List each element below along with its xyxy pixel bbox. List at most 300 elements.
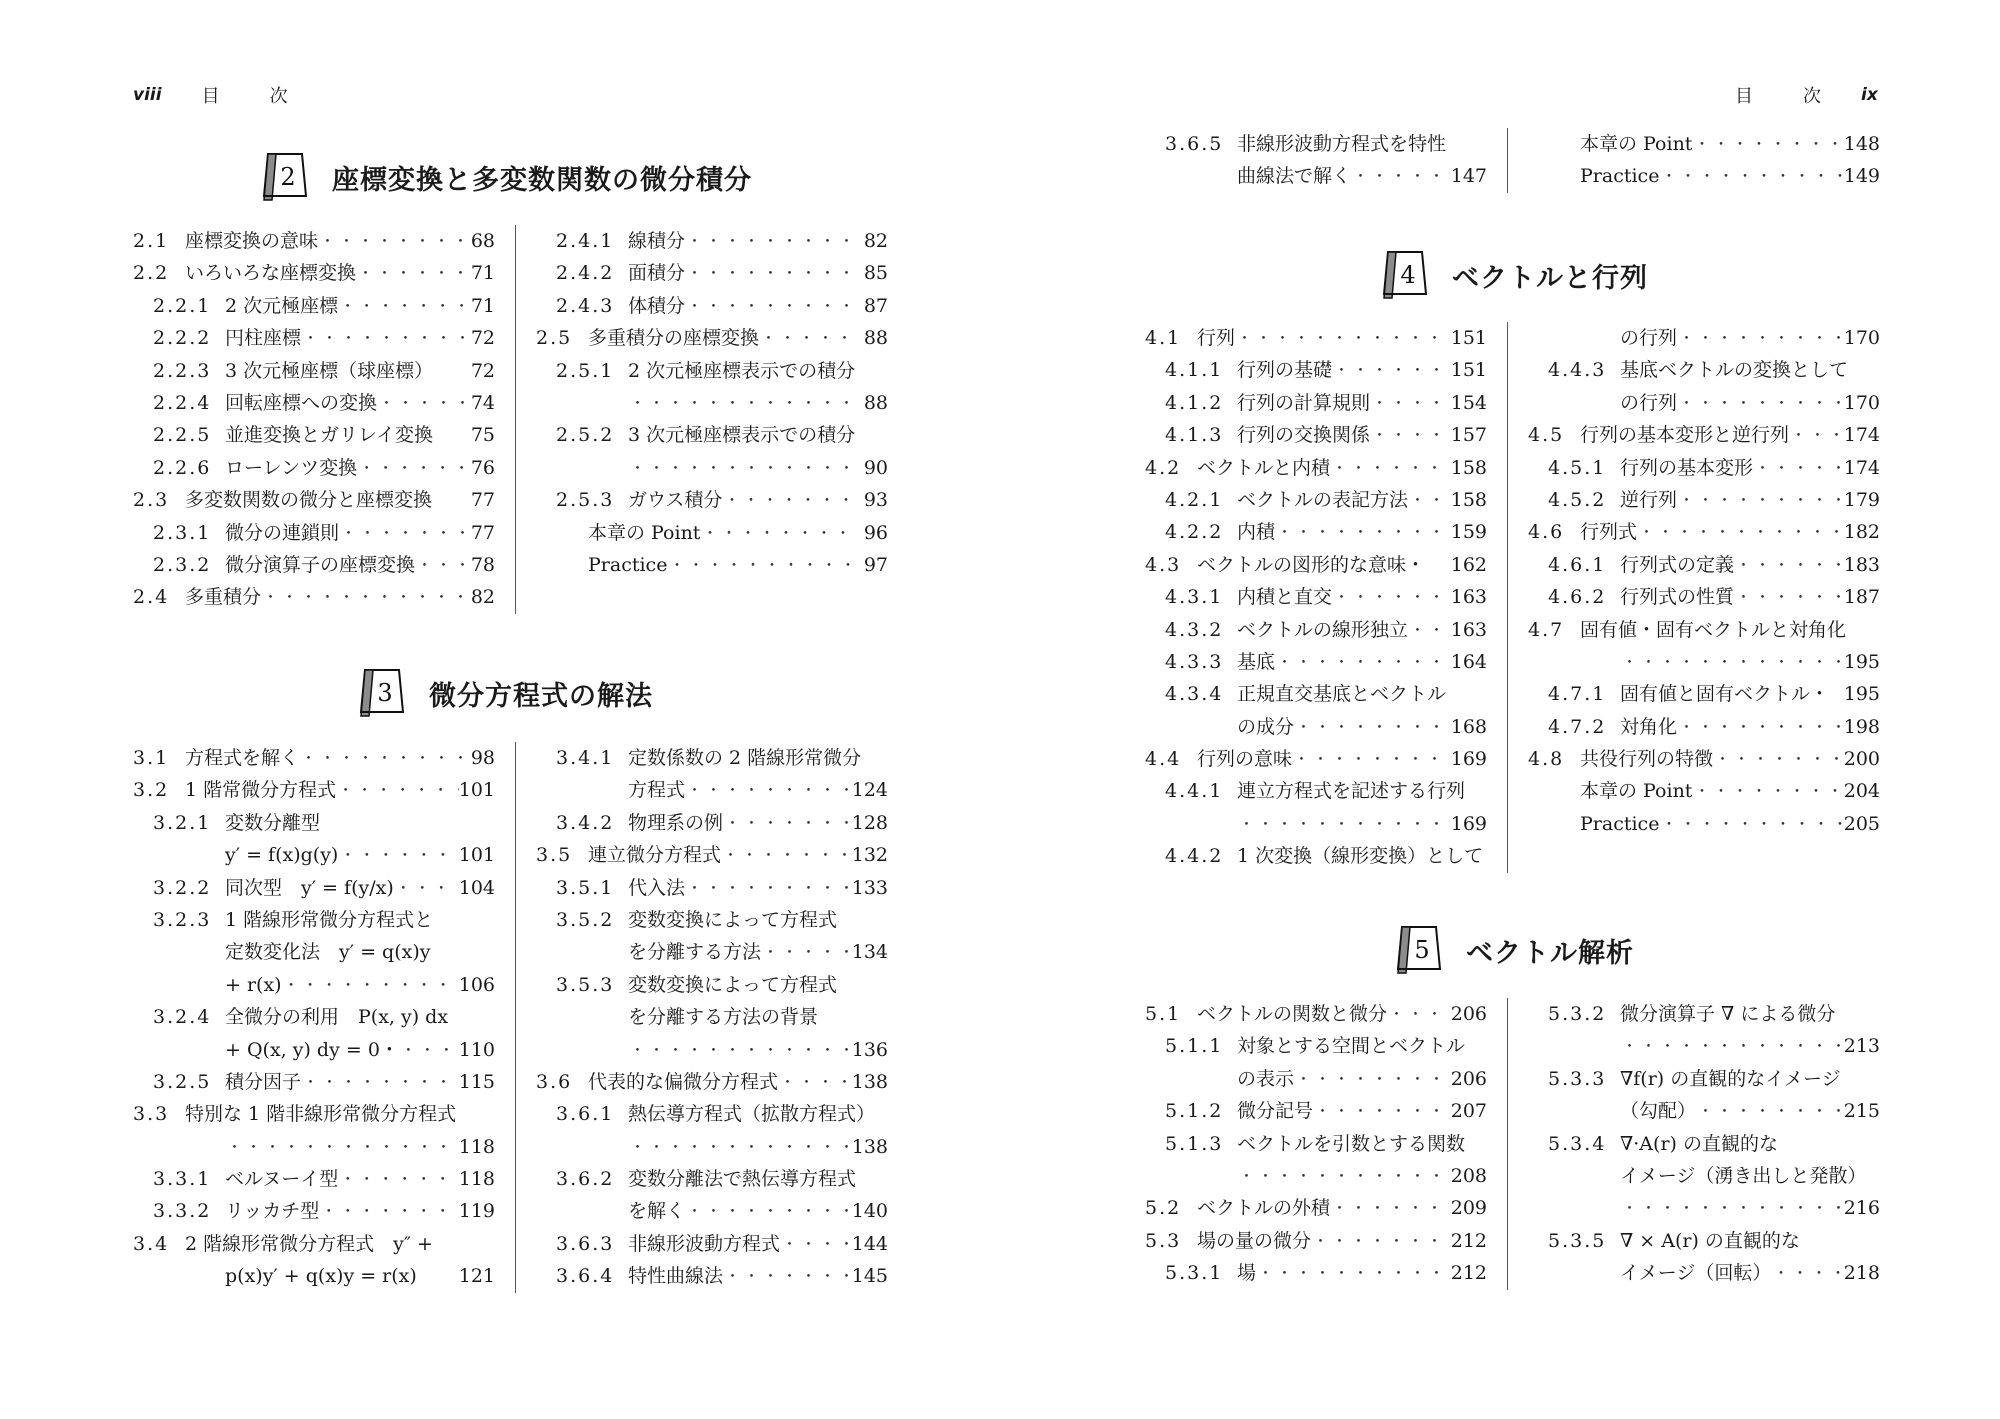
- section-number: 2.4: [133, 586, 170, 609]
- page-number-ref: 215: [1843, 1100, 1880, 1123]
- section-number: 3.6.4: [556, 1265, 615, 1288]
- section-title: 行列の交換関係: [1237, 424, 1371, 447]
- page-number-ref: 212: [1450, 1262, 1487, 1285]
- leader-dots: [685, 257, 860, 289]
- toc-entry[interactable]: [1145, 1030, 1487, 1062]
- toc-entry[interactable]: [536, 355, 888, 387]
- leader-dots: [399, 1034, 459, 1066]
- page-number-ref: 163: [1450, 586, 1487, 609]
- toc-entry[interactable]: [1145, 1128, 1487, 1160]
- toc-entry-continuation[interactable]: [1145, 808, 1487, 840]
- section-title: 2 階線形常微分方程式 y″ +: [185, 1232, 433, 1255]
- toc-entry[interactable]: [133, 581, 495, 613]
- section-number: 3.5.1: [556, 876, 615, 899]
- page-number-ref: [1459, 128, 1487, 160]
- toc-entry[interactable]: [1145, 581, 1487, 613]
- page-number-ref: 147: [1450, 165, 1487, 188]
- page-number-ref: 200: [1843, 748, 1880, 771]
- toc-entry[interactable]: [1528, 711, 1880, 743]
- toc-entry[interactable]: [133, 355, 495, 387]
- toc-entry[interactable]: [536, 742, 888, 774]
- toc-entry-continuation[interactable]: [1528, 387, 1880, 419]
- page-number-ref: 208: [1450, 1164, 1487, 1187]
- toc-entry[interactable]: [1145, 1095, 1487, 1127]
- page-number-ref: 151: [1450, 359, 1487, 382]
- page-number-ref: [1852, 354, 1880, 386]
- toc-entry[interactable]: [1145, 1257, 1487, 1289]
- leader-dots: [338, 839, 458, 871]
- page-number-ref: 195: [1843, 683, 1880, 706]
- page-number-ref: 110: [458, 1038, 495, 1061]
- section-title: ∇ × A(r) の直観的な: [1620, 1229, 1800, 1252]
- toc-entry-continuation[interactable]: [536, 936, 888, 968]
- leader-dots: [1351, 160, 1451, 192]
- toc-entry-continuation[interactable]: [1145, 1160, 1487, 1192]
- section-title: 1 次変換（線形変換）として: [1237, 845, 1484, 868]
- running-head-title-a: 目: [201, 86, 220, 107]
- section-number: 4.1: [1145, 327, 1182, 349]
- section-number: 2.2.3: [153, 359, 212, 382]
- toc-entry[interactable]: [1528, 354, 1880, 386]
- toc-entry-continuation[interactable]: [1145, 1063, 1487, 1095]
- toc-entry[interactable]: [1528, 1225, 1880, 1257]
- page-number-ref: [467, 1098, 495, 1130]
- leader-dots: [1237, 1160, 1451, 1192]
- toc-entry[interactable]: [1145, 678, 1487, 710]
- page-number-ref: 106: [458, 973, 495, 996]
- toc-entry[interactable]: [536, 290, 888, 322]
- chapter-number: 5: [1414, 936, 1430, 964]
- toc-entry[interactable]: [1528, 516, 1880, 548]
- leader-dots: [778, 1066, 852, 1098]
- toc-entry[interactable]: [133, 1098, 495, 1130]
- section-number: 3.2.3: [153, 908, 212, 931]
- section-title: 代入法: [628, 876, 686, 899]
- page-number-ref: 169: [1450, 812, 1487, 835]
- section-number: 5.3.4: [1548, 1132, 1607, 1155]
- section-title: [1528, 1030, 1620, 1062]
- toc-entry-continuation[interactable]: [536, 774, 888, 806]
- toc-entry-continuation[interactable]: [133, 1260, 495, 1292]
- toc-entry[interactable]: [1145, 387, 1487, 419]
- toc-entry[interactable]: [133, 419, 495, 451]
- section-number: 3.2.5: [153, 1070, 212, 1093]
- leader-dots: [282, 969, 459, 1001]
- toc-entry[interactable]: [536, 904, 888, 936]
- leader-dots: [1370, 419, 1451, 451]
- section-number: 2.4.2: [556, 262, 615, 285]
- section-number: 4.5: [1528, 424, 1565, 447]
- toc-entry-continuation[interactable]: [133, 1034, 495, 1066]
- toc-entry[interactable]: [1528, 128, 1880, 160]
- section-number: 4.2.1: [1165, 488, 1224, 511]
- toc-entry[interactable]: [536, 517, 888, 549]
- section-title: 対角化: [1620, 715, 1678, 738]
- toc-entry-continuation[interactable]: [536, 452, 888, 484]
- leader-dots: [1330, 1192, 1451, 1224]
- toc-entry[interactable]: [133, 807, 495, 839]
- toc-entry[interactable]: [536, 1228, 888, 1260]
- section-title: を分離する方法の背景: [628, 1006, 819, 1029]
- page-number-ref: 124: [851, 779, 888, 802]
- page-number-ref: 118: [458, 1135, 495, 1158]
- toc-entry[interactable]: [133, 872, 495, 904]
- toc-entry[interactable]: [133, 452, 495, 484]
- toc-entry[interactable]: [536, 322, 888, 354]
- toc-entry[interactable]: [1528, 581, 1880, 613]
- toc-entry[interactable]: [133, 774, 495, 806]
- section-number: 3.5.2: [556, 908, 615, 931]
- chapter-3-heading: [355, 668, 653, 718]
- page-number-ref: 154: [1450, 391, 1487, 414]
- toc-entry[interactable]: [1145, 452, 1487, 484]
- toc-entry[interactable]: [133, 387, 495, 419]
- toc-entry[interactable]: [133, 1195, 495, 1227]
- page-number-ref: 187: [1843, 586, 1880, 609]
- toc-entry[interactable]: [1528, 808, 1880, 840]
- toc-entry[interactable]: [1145, 1225, 1487, 1257]
- leader-dots: [628, 1131, 852, 1163]
- section-number: [1528, 775, 1580, 807]
- toc-entry[interactable]: [1528, 1063, 1880, 1095]
- toc-entry[interactable]: [1528, 549, 1880, 581]
- section-number: 2.4.3: [556, 294, 615, 317]
- section-title: 代表的な偏微分方程式: [588, 1070, 779, 1093]
- toc-entry-continuation[interactable]: [1528, 322, 1880, 354]
- section-title: 3 次元極座標表示での積分: [628, 424, 856, 447]
- page-number-ref: 209: [1450, 1197, 1487, 1220]
- section-number: 3.6.3: [556, 1232, 615, 1255]
- section-title: ガウス積分: [628, 489, 723, 512]
- toc-entry[interactable]: [133, 1066, 495, 1098]
- toc-entry[interactable]: [1528, 743, 1880, 775]
- section-number: [536, 517, 588, 549]
- leader-dots: [1332, 354, 1451, 386]
- page-number-ref: 205: [1843, 812, 1880, 835]
- toc-entry-continuation[interactable]: [1145, 711, 1487, 743]
- section-title: 変数分離型: [225, 811, 321, 834]
- page-number-ref: 145: [851, 1265, 888, 1288]
- toc-entry[interactable]: [133, 517, 495, 549]
- section-title: 面積分: [628, 262, 686, 285]
- section-title: 多重積分の座標変換: [588, 327, 760, 350]
- toc-entry[interactable]: [133, 484, 495, 516]
- page-number-ref: 77: [470, 489, 495, 512]
- section-number: 3.2.4: [153, 1006, 212, 1029]
- chapter-4-toc: [1145, 322, 1880, 873]
- toc-entry[interactable]: [1528, 614, 1880, 646]
- page-number-ref: 72: [470, 359, 495, 382]
- section-title: ∇f(r) の直観的なイメージ: [1620, 1067, 1841, 1090]
- toc-entry-continuation[interactable]: [1145, 160, 1487, 192]
- page-number-ref: 78: [470, 553, 495, 576]
- section-title: いろいろな座標変換: [185, 262, 357, 285]
- leader-dots: [685, 290, 860, 322]
- page-number-ref: [1866, 1160, 1894, 1192]
- toc-entry-continuation[interactable]: [133, 969, 495, 1001]
- toc-entry-continuation[interactable]: [1528, 1257, 1880, 1289]
- section-number: 3.4.2: [556, 811, 615, 834]
- section-title: を解く: [628, 1200, 686, 1223]
- page-number-ref: 151: [1450, 327, 1487, 349]
- leader-dots: [1620, 1192, 1844, 1224]
- page-number-ref: 162: [1450, 553, 1487, 576]
- leader-dots: [1692, 775, 1843, 807]
- toc-entry[interactable]: [133, 904, 495, 936]
- section-number: 2.1: [133, 230, 170, 252]
- toc-entry[interactable]: [1145, 322, 1487, 354]
- toc-entry[interactable]: [133, 742, 495, 774]
- page-number-ref: 174: [1843, 424, 1880, 447]
- section-title: [133, 1131, 225, 1163]
- toc-entry[interactable]: [536, 872, 888, 904]
- toc-entry[interactable]: [1145, 484, 1487, 516]
- section-number: 3.3.2: [153, 1200, 212, 1223]
- section-title: 固有値と固有ベクトル・: [1620, 683, 1830, 706]
- toc-entry[interactable]: [536, 1066, 888, 1098]
- toc-entry[interactable]: [133, 290, 495, 322]
- section-number: 3.4.1: [556, 747, 615, 769]
- toc-entry[interactable]: [1145, 775, 1487, 807]
- toc-entry-continuation[interactable]: [536, 1001, 888, 1033]
- toc-entry[interactable]: [536, 807, 888, 839]
- section-number: 3.5: [536, 844, 573, 867]
- page-number-ref: 77: [470, 521, 495, 544]
- chapter-2-heading: [258, 152, 752, 202]
- section-title: ローレンツ変換: [225, 456, 358, 479]
- toc-entry[interactable]: [536, 484, 888, 516]
- section-title: 基底: [1237, 650, 1276, 673]
- page-number-ref: 88: [863, 327, 888, 350]
- section-title: 行列の基本変形と逆行列: [1580, 424, 1790, 447]
- section-title: リッカチ型: [225, 1200, 320, 1223]
- toc-entry-continuation[interactable]: [1528, 646, 1880, 678]
- leader-dots: [299, 742, 467, 774]
- section-title: 微分演算子 ∇ による微分: [1620, 1003, 1836, 1025]
- toc-entry[interactable]: [1528, 484, 1880, 516]
- section-title: Practice: [1580, 165, 1660, 188]
- toc-entry[interactable]: [1528, 998, 1880, 1030]
- section-number: 4.3.4: [1165, 683, 1224, 706]
- toc-entry[interactable]: [536, 419, 888, 451]
- toc-entry[interactable]: [1145, 128, 1487, 160]
- section-title: ベクトルを引数とする関数: [1237, 1132, 1466, 1155]
- section-number: 2.2.2: [153, 327, 212, 350]
- page-number-ref: 75: [470, 424, 495, 447]
- section-number: [536, 549, 588, 581]
- page-number-ref: 140: [851, 1200, 888, 1223]
- page-number-ref: 138: [851, 1135, 888, 1158]
- toc-entry[interactable]: [536, 839, 888, 871]
- toc-entry[interactable]: [133, 1228, 495, 1260]
- section-number: 5.3.3: [1548, 1067, 1607, 1090]
- section-title: 共役行列の特徴: [1580, 748, 1714, 771]
- toc-entry-continuation[interactable]: [536, 1131, 888, 1163]
- page-number-ref: 159: [1450, 521, 1487, 544]
- chapter-5-toc: [1145, 998, 1880, 1290]
- page-number-ref: 168: [1450, 715, 1487, 738]
- toc-entry[interactable]: [1145, 1192, 1487, 1224]
- toc-entry[interactable]: [536, 1098, 888, 1130]
- page-number-ref: [1465, 1128, 1493, 1160]
- section-title: 行列式の性質: [1620, 586, 1735, 609]
- leader-dots: [1408, 484, 1451, 516]
- toc-entry-continuation[interactable]: [536, 1195, 888, 1227]
- toc-entry[interactable]: [133, 257, 495, 289]
- section-number: 2.3.2: [153, 553, 212, 576]
- section-number: 4.6: [1528, 521, 1565, 544]
- toc-entry[interactable]: [536, 225, 888, 257]
- leader-dots: [759, 322, 860, 354]
- toc-entry[interactable]: [1528, 1128, 1880, 1160]
- toc-entry[interactable]: [133, 1001, 495, 1033]
- toc-entry-continuation[interactable]: [1528, 1030, 1880, 1062]
- section-title: 非線形波動方程式を特性: [1237, 133, 1447, 155]
- page-number-ref: [1852, 1128, 1880, 1160]
- section-title: 多重積分: [185, 586, 262, 609]
- section-title: ベクトルと内積: [1197, 456, 1331, 479]
- leader-dots: [628, 1034, 852, 1066]
- chapter-number: 2: [280, 163, 296, 191]
- toc-entry[interactable]: [1145, 419, 1487, 451]
- page-number-ref: 68: [470, 230, 495, 252]
- toc-entry-continuation[interactable]: [133, 839, 495, 871]
- page-number-ref: [860, 355, 888, 387]
- page-number-ref: [467, 936, 495, 968]
- toc-entry[interactable]: [1145, 646, 1487, 678]
- section-number: 4.2.2: [1165, 521, 1224, 544]
- leader-dots: [1294, 1063, 1451, 1095]
- page-number-ref: 72: [470, 327, 495, 350]
- toc-column-left: [1145, 128, 1508, 193]
- toc-entry[interactable]: [536, 1260, 888, 1292]
- section-number: 5.3.1: [1165, 1262, 1224, 1285]
- toc-entry[interactable]: [133, 1163, 495, 1195]
- leader-dots: [721, 839, 852, 871]
- chapter-number: 4: [1400, 261, 1416, 289]
- page-number-ref: 216: [1843, 1197, 1880, 1220]
- leader-dots: [1370, 387, 1451, 419]
- page-number-ref: [861, 742, 889, 774]
- page-number-ref: 87: [863, 294, 888, 317]
- section-number: 3.2.1: [153, 811, 212, 834]
- toc-entry[interactable]: [1145, 614, 1487, 646]
- leader-dots: [685, 872, 852, 904]
- toc-entry[interactable]: [1145, 549, 1487, 581]
- leader-dots: [1677, 387, 1844, 419]
- toc-entry-continuation[interactable]: [1528, 1095, 1880, 1127]
- toc-entry-continuation[interactable]: [1528, 1160, 1880, 1192]
- leader-dots: [1677, 711, 1844, 743]
- toc-entry[interactable]: [133, 322, 495, 354]
- toc-column-right: [1508, 128, 1880, 193]
- toc-entry[interactable]: [1145, 516, 1487, 548]
- leader-dots: [1237, 808, 1451, 840]
- toc-entry[interactable]: [1145, 840, 1487, 872]
- section-title: ベクトルの線形独立: [1237, 618, 1409, 641]
- leader-dots: [394, 872, 459, 904]
- page-number-ref: 183: [1843, 553, 1880, 576]
- leader-dots: [1332, 581, 1451, 613]
- section-number: 2.5: [536, 327, 573, 350]
- section-number: 3.1: [133, 747, 170, 769]
- leader-dots: [1753, 452, 1844, 484]
- section-number: 3.3.1: [153, 1168, 212, 1191]
- page-number-ref: 198: [1843, 715, 1880, 738]
- section-number: 4.4.3: [1548, 359, 1607, 382]
- page-number-ref: [1852, 1225, 1880, 1257]
- page-number-ref: [1852, 1063, 1880, 1095]
- chapter-number-badge-icon: [355, 668, 407, 718]
- toc-entry[interactable]: [1528, 419, 1880, 451]
- toc-entry[interactable]: [1528, 678, 1880, 710]
- section-title: ベクトルの関数と微分: [1197, 1003, 1388, 1025]
- leader-dots: [1677, 322, 1844, 354]
- leader-dots: [1311, 1225, 1451, 1257]
- leader-dots: [357, 452, 467, 484]
- section-title: [536, 1131, 628, 1163]
- toc-entry[interactable]: [1528, 160, 1880, 192]
- leader-dots: [1294, 711, 1451, 743]
- section-title: 1 階線形常微分方程式と: [225, 908, 434, 931]
- section-title: 内積と直交: [1237, 586, 1333, 609]
- toc-entry[interactable]: [536, 257, 888, 289]
- page-number-ref: 98: [470, 747, 495, 769]
- section-number: 3.3: [133, 1103, 170, 1126]
- page-number-ref: 71: [470, 262, 495, 285]
- leader-dots: [339, 517, 467, 549]
- section-title: p(x)y′ + q(x)y = r(x): [225, 1265, 417, 1288]
- leader-dots: [415, 549, 467, 581]
- toc-entry[interactable]: [1145, 743, 1487, 775]
- section-title: 2 次元極座標表示での積分: [628, 359, 856, 382]
- toc-entry[interactable]: [536, 549, 888, 581]
- toc-entry[interactable]: [536, 969, 888, 1001]
- page-number-ref: [1852, 998, 1880, 1030]
- page-number-ref: 206: [1450, 1003, 1487, 1025]
- toc-entry[interactable]: [133, 225, 495, 257]
- section-title: 同次型 y′ = f(y/x): [225, 876, 394, 899]
- leader-dots: [1696, 1095, 1844, 1127]
- running-head-title-b: 次: [1803, 86, 1821, 107]
- toc-entry[interactable]: [536, 1163, 888, 1195]
- toc-entry[interactable]: [1528, 452, 1880, 484]
- section-title: ∇·A(r) の直観的な: [1620, 1132, 1778, 1155]
- leader-dots: [780, 1228, 852, 1260]
- toc-entry-continuation[interactable]: [536, 387, 888, 419]
- section-title: 1 階常微分方程式: [185, 779, 337, 802]
- toc-entry[interactable]: [1145, 354, 1487, 386]
- section-number: 3.5.3: [556, 973, 615, 996]
- section-title: の表示: [1237, 1067, 1295, 1090]
- section-title: [536, 387, 628, 419]
- section-number: 5.1.3: [1165, 1132, 1224, 1155]
- leader-dots: [356, 257, 467, 289]
- leader-dots: [301, 322, 467, 354]
- section-number: 5.1: [1145, 1003, 1182, 1025]
- toc-entry[interactable]: [133, 549, 495, 581]
- section-title: [1528, 646, 1620, 678]
- toc-entry[interactable]: [1145, 998, 1487, 1030]
- page-number-ref: 204: [1843, 780, 1880, 803]
- chapter-title: 座標変換と多変数関数の微分積分: [332, 164, 752, 196]
- toc-entry-continuation[interactable]: [536, 1034, 888, 1066]
- toc-entry[interactable]: [1528, 775, 1880, 807]
- leader-dots: [685, 774, 852, 806]
- toc-entry-continuation[interactable]: [1528, 1192, 1880, 1224]
- toc-entry-continuation[interactable]: [133, 936, 495, 968]
- toc-entry-continuation[interactable]: [133, 1131, 495, 1163]
